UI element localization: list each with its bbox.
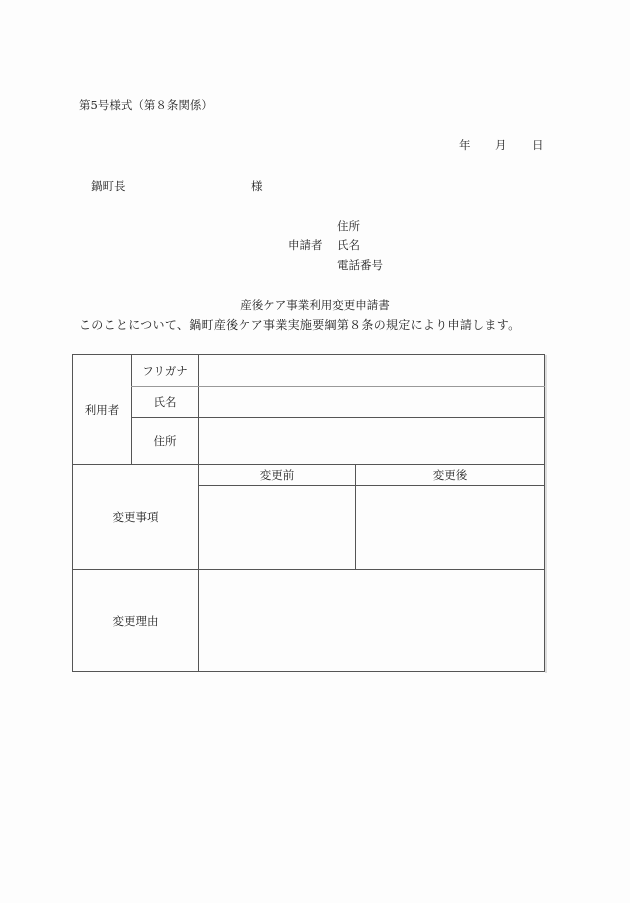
document-title: 産後ケア事業利用変更申請書 bbox=[240, 298, 390, 312]
user-section-label: 利用者 bbox=[84, 402, 120, 417]
table-border-bottom bbox=[72, 671, 545, 672]
date-day-label: 日 bbox=[532, 138, 544, 152]
date-year-label: 年 bbox=[459, 138, 471, 152]
change-reason-label: 変更理由 bbox=[112, 613, 159, 628]
applicant-address-label: 住所 bbox=[337, 219, 360, 233]
applicant-phone-label: 電話番号 bbox=[337, 258, 383, 272]
date-month-label: 月 bbox=[495, 138, 507, 152]
applicant-label: 申請者 bbox=[288, 238, 323, 252]
table-border-right bbox=[544, 354, 545, 672]
after-header: 変更後 bbox=[432, 468, 468, 482]
after-field[interactable] bbox=[356, 486, 544, 569]
form-number: 第5号様式（第８条関係） bbox=[79, 98, 213, 112]
change-reason-field[interactable] bbox=[199, 570, 544, 671]
furigana-label: フリガナ bbox=[142, 363, 188, 378]
furigana-field[interactable] bbox=[199, 355, 544, 386]
honorific: 様 bbox=[251, 179, 263, 193]
before-header: 変更前 bbox=[259, 468, 295, 482]
applicant-name-label: 氏名 bbox=[337, 238, 360, 252]
change-items-label: 変更事項 bbox=[112, 510, 159, 524]
table-shadow bbox=[545, 355, 547, 673]
name-field[interactable] bbox=[199, 387, 544, 417]
document-body: このことについて、鍋町産後ケア事業実施要綱第８条の規定により申請します。 bbox=[79, 318, 521, 332]
address-field[interactable] bbox=[199, 418, 544, 464]
name-label: 氏名 bbox=[153, 395, 177, 409]
addressee: 鍋町長 bbox=[91, 179, 126, 193]
address-label: 住所 bbox=[153, 434, 177, 448]
before-field[interactable] bbox=[199, 486, 355, 569]
